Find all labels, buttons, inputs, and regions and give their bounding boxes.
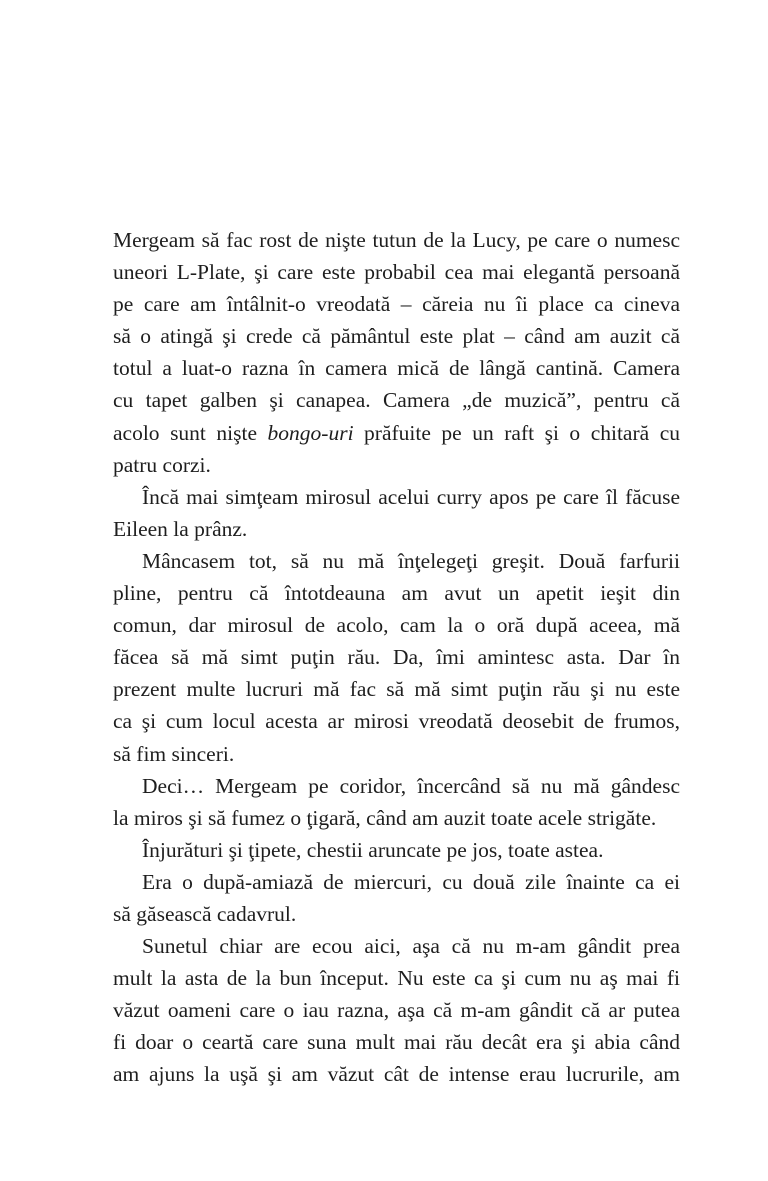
text-run: Era o după-amiază de miercuri, cu două zile înainte ca ei (142, 869, 680, 894)
text-line (113, 545, 680, 577)
text-run: pline, pentru că întotdeauna am avut un apetit ieşit din (113, 581, 680, 606)
text-run: la miros şi să fumez o ţigară, când am auzit toate acele strigăte. (113, 805, 657, 830)
text-run: Eileen la prânz. (113, 516, 248, 541)
text-line (113, 705, 680, 737)
text-line (113, 866, 680, 898)
text-run: făcea să mă simt puţin rău. Da, îmi amintesc asta. Dar în (113, 645, 680, 670)
text-run: pe care am întâlnit-o vreodată – căreia nu îi place ca cineva (113, 292, 680, 317)
text-line (113, 288, 680, 320)
text-run: prezent multe lucruri mă fac să mă simt puţin rău şi nu este (113, 677, 680, 702)
text-line (113, 641, 680, 673)
text-line (113, 673, 680, 705)
paragraph-p3 (113, 545, 680, 770)
text-line (113, 352, 680, 384)
text-line (113, 320, 680, 352)
text-line (113, 738, 680, 770)
text-run: uneori L-Plate, şi care este probabil cea mai elegantă persoană (113, 260, 680, 285)
text-run: cu tapet galben şi canapea. Camera „de muzică”, pentru că (113, 388, 680, 413)
text-line (113, 256, 680, 288)
text-run: am ajuns la uşă şi am văzut cât de intense erau lucrurile, am (113, 1062, 680, 1087)
text-line (113, 994, 680, 1026)
text-line (113, 898, 680, 930)
text-line (113, 384, 680, 416)
text-line (113, 1058, 680, 1090)
text-line (113, 481, 680, 513)
text-line (113, 577, 680, 609)
text-line (113, 224, 680, 256)
text-line (113, 802, 680, 834)
text-run: patru corzi. (113, 452, 211, 477)
text-run: totul a luat-o razna în camera mică de lângă cantină. Camera (113, 356, 680, 381)
text-run: Înjurături şi ţipete, chestii aruncate pe jos, toate astea. (142, 837, 604, 862)
text-line (113, 417, 680, 449)
text-run: fi doar o ceartă care suna mult mai rău decât era şi abia când (113, 1030, 680, 1055)
text-run: prăfuite pe un raft şi o chitară cu (353, 420, 680, 445)
text-run: văzut oameni care o iau razna, aşa că m-am gândit că ar putea (113, 998, 680, 1023)
text-line (113, 609, 680, 641)
text-line (113, 962, 680, 994)
text-line (113, 449, 680, 481)
text-run: Mergeam să fac rost de nişte tutun de la Lucy, pe care o numesc (113, 228, 680, 252)
paragraph-p5 (113, 834, 680, 866)
text-run: să găsească cadavrul. (113, 901, 297, 926)
paragraph-p4 (113, 770, 680, 834)
text-run: mult la asta de la bun început. Nu este ca şi cum nu aş mai fi (113, 966, 680, 991)
text-run: Sunetul chiar are ecou aici, aşa că nu m-am gândit prea (142, 934, 680, 959)
paragraph-p2 (113, 481, 680, 545)
paragraph-p1 (113, 224, 680, 481)
text-run: Mâncasem tot, să nu mă înţelegeţi greşit. Două farfurii (142, 548, 680, 573)
paragraph-p7 (113, 930, 680, 1090)
text-line (113, 834, 680, 866)
text-line (113, 770, 680, 802)
italic-word: bongo-uri (267, 420, 354, 445)
text-run: ca şi cum locul acesta ar mirosi vreodată deosebit de frumos, (113, 709, 680, 734)
body-text (113, 224, 680, 1091)
paragraph-p6 (113, 866, 680, 930)
text-run: să o atingă şi crede că pământul este plat – când am auzit că (113, 324, 680, 349)
text-line (113, 1026, 680, 1058)
text-run: Deci… Mergeam pe coridor, încercând să nu mă gândesc (142, 773, 680, 798)
text-run: să fim sinceri. (113, 741, 235, 766)
text-line (113, 513, 680, 545)
text-line (113, 930, 680, 962)
text-run: Încă mai simţeam mirosul acelui curry apos pe care îl făcuse (142, 484, 680, 509)
text-run: comun, dar mirosul de acolo, cam la o oră după aceea, mă (113, 613, 680, 638)
text-run: acolo sunt nişte (113, 420, 268, 445)
